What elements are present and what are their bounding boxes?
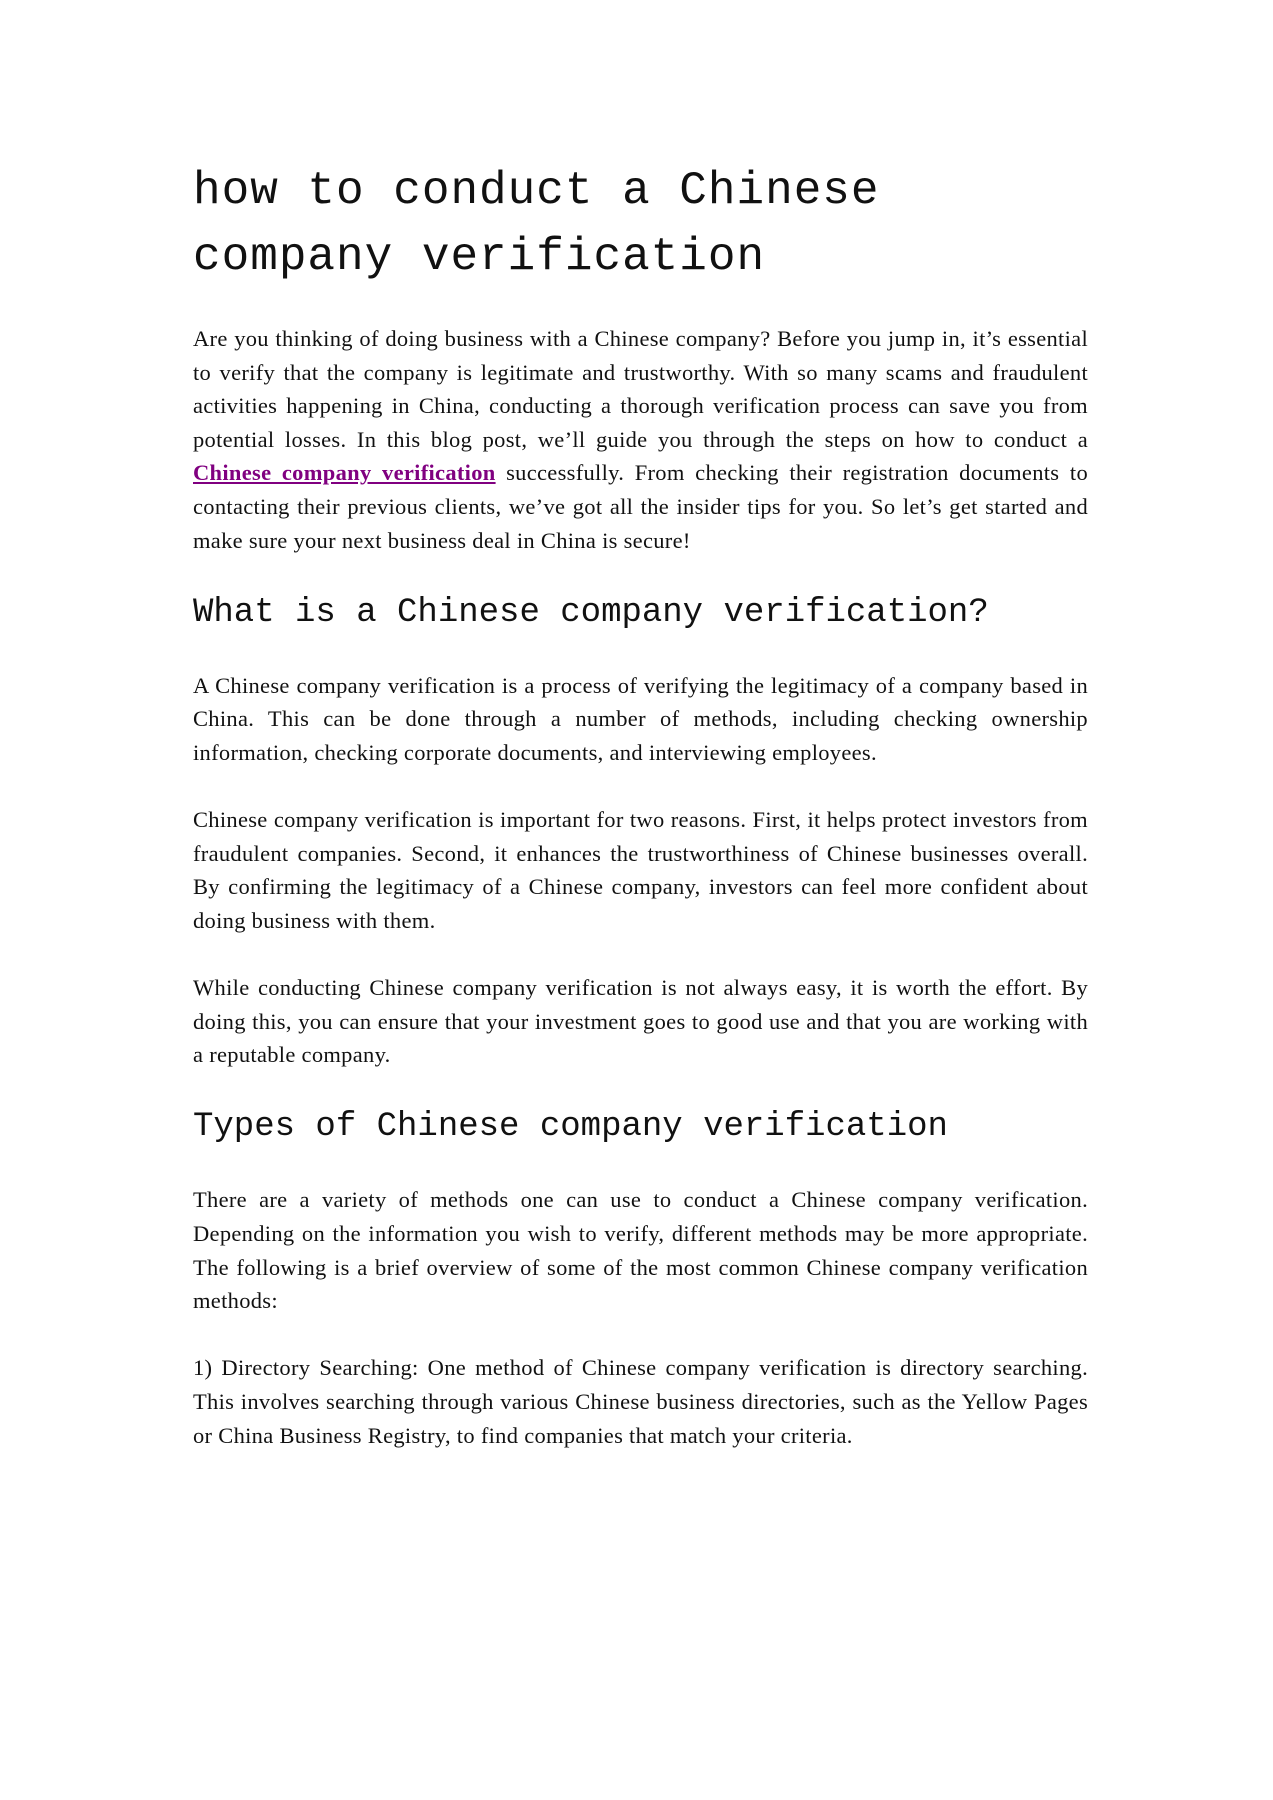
document-page	[193, 158, 1088, 1486]
paragraph: Chinese company verification is important for two reasons. First, it helps protect investors from fraudulent companies. Second, it enhances the trustworthiness of Chinese businesses overall. By confirming the legitimacy of a Chinese company, investors can feel more confident about doing business with them.	[193, 807, 1088, 933]
section-heading-types: Types of Chinese company verification	[193, 1108, 948, 1147]
paragraph: There are a variety of methods one can use to conduct a Chinese company verification. Depending on the information you wish to verify, different methods may be more appropriate. The following is a brief overview of some of the most common Chinese company verification methods:	[193, 1187, 1088, 1314]
paragraph: While conducting Chinese company verification is not always easy, it is worth the effort. By doing this, you can ensure that your investment goes to good use and that you are working with a reputable company.	[193, 975, 1088, 1068]
intro-text-before-link: Are you thinking of doing business with a Chinese company? Before you jump in, it’s essential to verify that the company is legitimate and trustworthy. With so many scams and fraudulent activities happening in China, conducting a thorough verification process can save you from potential losses. In this blog post, we’ll guide you through the steps on how to conduct a	[193, 326, 1088, 452]
page-title: how to conduct a Chinese company verification	[193, 165, 880, 283]
section-heading-what-is: What is a Chinese company verification?	[193, 593, 989, 632]
intro-text-after-link: successfully. From checking their registration documents to contacting their previous clients, we’ve got all the insider tips for you. So let’s get started and make sure your next business deal in China is secure!	[193, 460, 1088, 553]
paragraph: A Chinese company verification is a process of verifying the legitimacy of a company based in China. This can be done through a number of methods, including checking ownership information, checking corporate documents, and interviewing employees.	[193, 672, 1088, 765]
chinese-company-verification-link[interactable]: Chinese company verification	[193, 460, 496, 486]
intro-paragraph	[193, 322, 1088, 557]
paragraph: 1) Directory Searching: One method of Chinese company verification is directory searching. This involves searching through various Chinese business directories, such as the Yellow Pages or China Business Registry, to find companies that match your criteria.	[193, 1355, 1088, 1448]
